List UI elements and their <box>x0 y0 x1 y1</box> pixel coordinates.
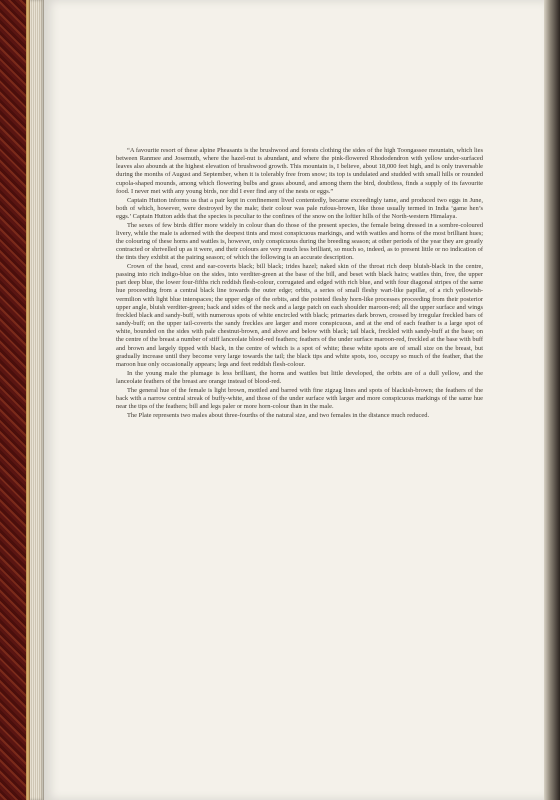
paragraph-young-male: In the young male the plumage is less brilliant, the horns and wattles but little developed, the orbits are of a dull yellow, and the lanceolate feathers of the breast are orange instead of blood-red. <box>116 369 483 385</box>
page-stack-edge <box>30 0 44 800</box>
page-curl-shadow <box>544 0 560 800</box>
paragraph-sexes: The sexes of few birds differ more widely in colour than do those of the present species, the female being dressed in a sombre-coloured livery, while the male is adorned with the deepest tints and most conspicuous markings, and with wattles and horns of the most brilliant hues; the colouring of these horns and wattles is, however, only conspicuous during the breeding season; at other periods of the year they are greatly contracted or shrivelled up as it were, and their colours are very much less brilliant, so much so, indeed, as to present little or no indication of the tints they exhibit at the pairing season; of which the following is an accurate description. <box>116 221 483 262</box>
paragraph-hutton: Captain Hutton informs us that a pair kept in confinement lived contentedly, became exceedingly tame, and produced two eggs in June, both of which, however, were destroyed by the male; their colour was pale rufous-brown, like those usually termed in India ‘game hen’s eggs.’ Captain Hutton adds that the species is peculiar to the confines of the snow on the loftier hills of the North-western Himalaya. <box>116 196 483 220</box>
marbled-cover-edge <box>0 0 30 800</box>
paragraph-male-description: Crown of the head, crest and ear-coverts black; bill black; irides hazel; naked skin of the throat rich deep bluish-black in the centre, passing into rich indigo-blue on the sides, into verditer-green at the base of the bill, and beset with black hairs; wattles thin, free, the upper part deep blue, the lower four-fifths rich reddish flesh-colour, corrugated and edged with rich blue, and with four diagonal stripes of the same hue proceeding from a central black line towards the outer edge; orbits, a series of small fleshy wart-like papillæ, of a rich yellowish-vermilion with light blue interspaces; the upper edge of the orbits, and the pointed fleshy horn-like processes proceeding from their posterior upper angle, bluish verditer-green; back and sides of the neck and a large patch on each shoulder maroon-red; all the upper surface and wings freckled black and sandy-buff, with numerous spots of white encircled with black; primaries dark brown, crossed by irregular freckled bars of sandy-buff; on the upper tail-coverts the sandy freckles are larger and more conspicuous, and at the end of each feather is a large spot of white, bounded on the sides with pale chestnut-brown, and above and below with black; tail black, freckled with sandy-buff at the base; on the centre of the breast a number of stiff lanceolate blood-red feathers; feathers of the under surface maroon-red, freckled at the base with buff and brown and largely tipped with black, in the centre of which is a spot of white; these white spots are of small size on the breast, but gradually increase until they become very large towards the tail; the black tips and white spots, too, occupy so much of the feather, that the maroon hue only occasionally appears; legs and feet reddish flesh-colour. <box>116 262 483 368</box>
paragraph-female: The general hue of the female is light brown, mottled and barred with fine zigzag lines and spots of blackish-brown; the feathers of the back with a narrow central streak of buffy-white, and those of the under surface with larger and more conspicuous markings of the same hue near the tips of the feathers; bill and legs paler or more horn-colour than in the male. <box>116 386 483 410</box>
paragraph-quote: “A favourite resort of these alpine Pheasants is the brushwood and forests clothing the sides of the high Toongassee mountain, which lies between Ranmee and Josemuth, where the hazel-nut is abundant, and where the pink-flowered Rhododendron with yellow under-surfaced leaves also abounds at the highest elevation of brushwood growth. This mountain is, I believe, about 18,000 feet high, and is only traversable during the months of August and September, when it is tolerably free from snow; its top is undulated and studded with small hills or rounded cupola-shaped mounds, among which flowering bulbs and grass abound, and among them the bird, doubtless, finds a supply of its favourite food. I never met with any young birds, nor did I ever find any of the nests or eggs.” <box>116 147 483 195</box>
paragraph-plate: The Plate represents two males about three-fourths of the natural size, and two females in the distance much reduced. <box>127 411 430 419</box>
body-text <box>116 147 483 420</box>
